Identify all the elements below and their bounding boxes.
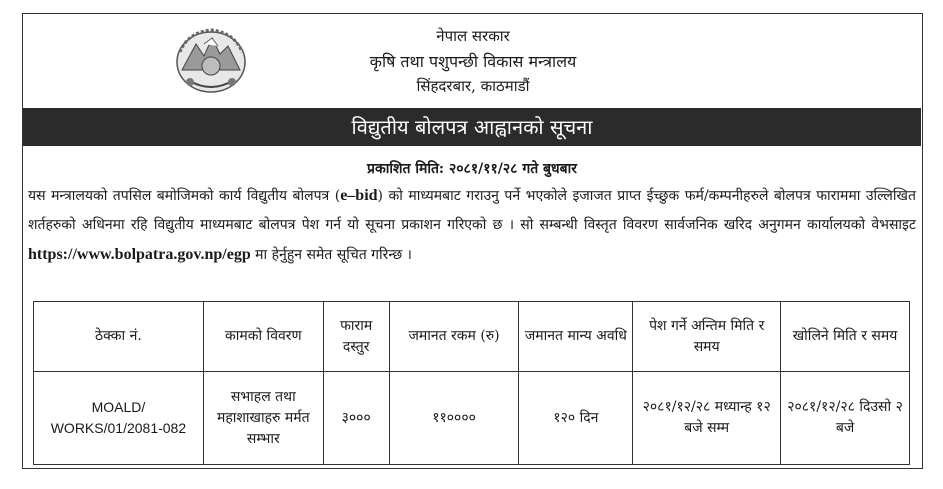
notice-title-bar: विद्युतीय बोलपत्र आह्वानको सूचना xyxy=(23,108,921,146)
bolpatra-url[interactable]: https://www.bolpatra.gov.np/egp xyxy=(28,246,251,263)
body-text-3: मा हेर्नुहुन समेत सूचित गरिन्छ । xyxy=(250,247,412,263)
table-header-row xyxy=(34,302,910,372)
ministry-address: सिंहदरबार, काठमाडौं xyxy=(416,77,530,95)
body-text-1: यस मन्त्रालयको तपसिल बमोजिमको कार्य विद्युतीय बोलपत्र ( xyxy=(28,188,341,204)
notice-body xyxy=(28,181,916,270)
body-text-2: ) को माध्यमबाट गराउनु पर्ने भएकोले इजाजत प्राप्त ईच्छुक फर्म/कम्पनीहरुले बोलपत्र फाराममा उल्लिखित शर्तहरुको अधिनमा रहि विद्युतीय माध्यमबाट बोलपत्र पेश गर्न यो सूचना प्रकाशन गरिएको छ । सो सम्बन्धी विस्तृत विवरण सार्वजनिक खरिद अनुगमन कार्यालयको वेभसाइट xyxy=(28,188,916,233)
col-submission-deadline: पेश गर्ने अन्तिम मिति र समय xyxy=(633,302,781,372)
cell-contract-no: MOALD/ WORKS/01/2081-082 xyxy=(34,372,204,465)
cell-submission-deadline: २०८१/१२/२८ मध्यान्ह १२ बजे सम्म xyxy=(633,372,781,465)
col-description: कामको विवरण xyxy=(203,302,323,372)
ebid-term: e–bid xyxy=(340,187,378,204)
ministry-name: कृषि तथा पशुपन्छी विकास मन्त्रालय xyxy=(369,52,577,71)
col-security-validity: जमानत मान्य अवधि xyxy=(519,302,633,372)
col-contract-no: ठेक्का नं. xyxy=(34,302,204,372)
cell-security-amount: ११०००० xyxy=(389,372,519,465)
government-name: नेपाल सरकार xyxy=(436,27,510,45)
tender-table xyxy=(33,301,910,465)
col-security-amount: जमानत रकम (रु) xyxy=(389,302,519,372)
cell-form-fee: ३००० xyxy=(323,372,389,465)
cell-description: सभाहल तथा महाशाखाहरु मर्मत सम्भार xyxy=(203,372,323,465)
table-row xyxy=(34,372,910,465)
published-date: प्रकाशित मिति: २०८१/११/२८ गते बुधबार xyxy=(366,161,578,177)
col-form-fee: फाराम दस्तुर xyxy=(323,302,389,372)
notice-frame xyxy=(22,13,923,469)
nepal-government-emblem xyxy=(168,22,254,96)
ministry-header xyxy=(253,24,693,99)
cell-security-validity: १२० दिन xyxy=(519,372,633,465)
col-opening-date: खोलिने मिति र समय xyxy=(781,302,910,372)
cell-opening-date: २०८१/१२/२८ दिउसो २ बजे xyxy=(781,372,910,465)
